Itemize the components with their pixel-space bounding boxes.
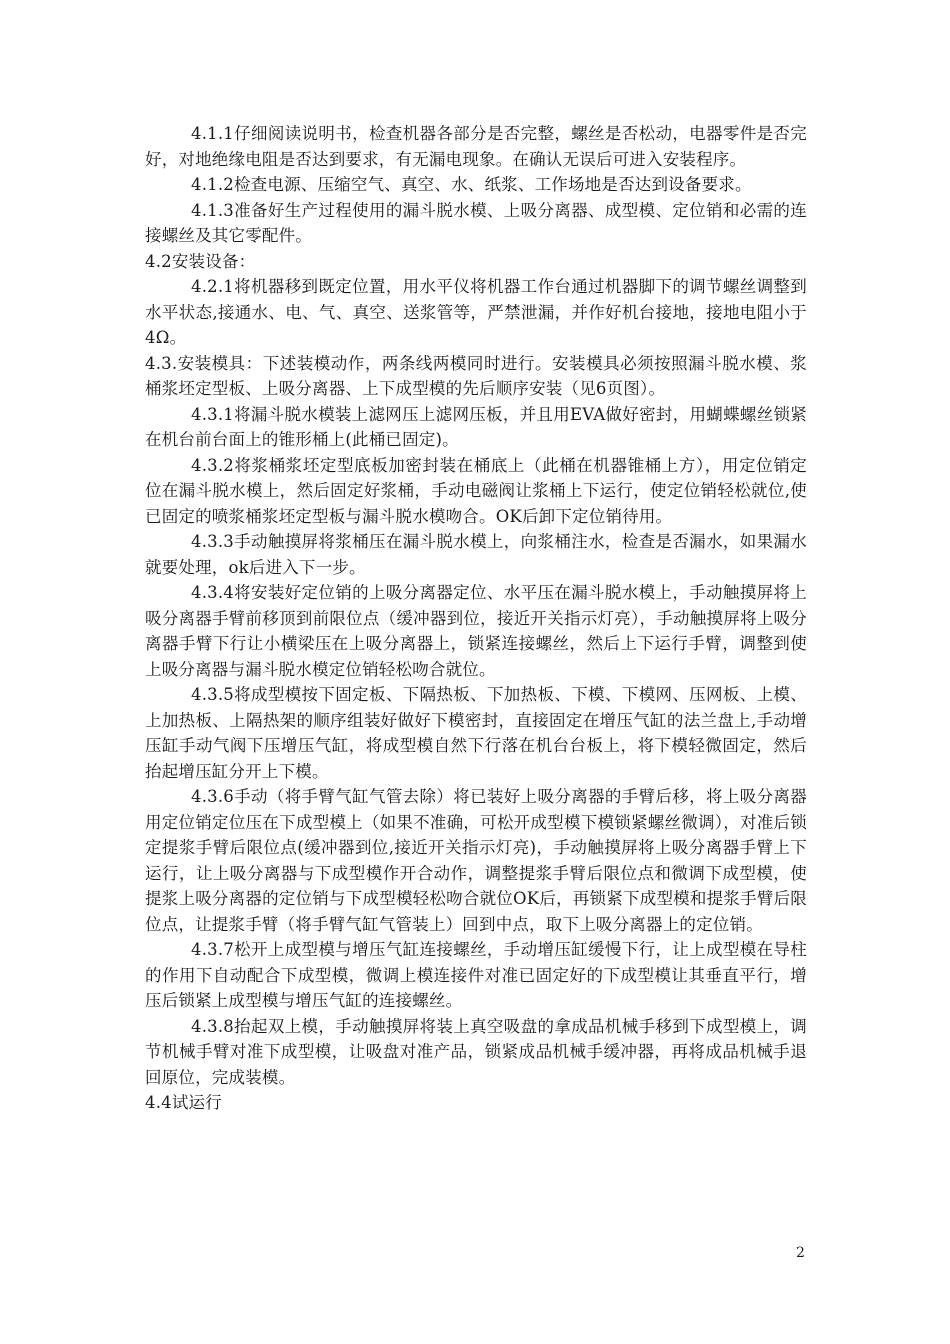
paragraph-4-3-4: 4.3.4将安装好定位销的上吸分离器定位、水平压在漏斗脱水模上，手动触摸屏将上吸分离器手臂前移顶到前限位点（缓冲器到位，接近开关指示灯亮），手动触摸屏将上吸分离器手臂下行让小横梁压在上吸分离器上，锁紧连接螺丝，然后上下运行手臂，调整到使上吸分离器与漏斗脱水模定位销轻松吻合就位。 <box>145 583 807 679</box>
paragraph-4-3-6: 4.3.6手动（将手臂气缸气管去除）将已装好上吸分离器的手臂后移，将上吸分离器用定位销定位压在下成型模上（如果不准确，可松开成型模下模锁紧螺丝微调），对准后锁定提浆手臂后限位点(缓冲器到位,接近开关指示灯亮)，手动触摸屏将上吸分离器手臂上下运行，让上吸分离器与下成型模作开合动作，调整提浆手臂后限位点和微调下成型模，使提浆上吸分离器的定位销与下成型模轻松吻合就位OK后，再锁紧下成型模和提浆手臂后限位点，让提浆手臂（将手臂气缸气管装上）回到中点，取下上吸分离器上的定位销。 <box>145 787 807 934</box>
paragraph-4-1-1: 4.1.1仔细阅读说明书，检查机器各部分是否完整，螺丝是否松动，电器零件是否完好，对地绝缘电阻是否达到要求，有无漏电现象。在确认无误后可进入安装程序。 <box>145 124 807 169</box>
paragraph-4-3-3: 4.3.3手动触摸屏将浆桶压在漏斗脱水模上，向浆桶注水，检查是否漏水，如果漏水就要处理，ok后进入下一步。 <box>145 532 807 577</box>
paragraph-4-2-1: 4.2.1将机器移到既定位置，用水平仪将机器工作台通过机器脚下的调节螺丝调整到水平状态,接通水、电、气、真空、送浆管等，严禁泄漏，并作好机台接地，接地电阻小于4Ω。 <box>145 277 807 347</box>
paragraph-4-3-8: 4.3.8抬起双上模，手动触摸屏将装上真空吸盘的拿成品机械手移到下成型模上，调节机械手臂对准下成型模，让吸盘对准产品，锁紧成品机械手缓冲器，再将成品机械手退回原位，完成装模。 <box>145 1016 807 1087</box>
document-body <box>145 121 807 1116</box>
section-heading-4-2: 4.2安装设备： <box>145 251 256 271</box>
paragraph-4-3-2: 4.3.2将浆桶浆坯定型底板加密封装在桶底上（此桶在机器锥桶上方），用定位销定位在漏斗脱水模上，然后固定好浆桶，手动电磁阀让浆桶上下运行，使定位销轻松就位,使已固定的喷浆桶浆坯定型板与漏斗脱水模吻合。OK后卸下定位销待用。 <box>145 455 807 526</box>
paragraph-4-1-3: 4.1.3准备好生产过程使用的漏斗脱水模、上吸分离器、成型模、定位销和必需的连接螺丝及其它零配件。 <box>145 200 807 245</box>
paragraph-4-1-2: 4.1.2检查电源、压缩空气、真空、水、纸浆、工作场地是否达到设备要求。 <box>191 175 752 194</box>
paragraph-4-3-7: 4.3.7松开上成型模与增压气缸连接螺丝，手动增压缸缓慢下行，让上成型模在导柱的作用下自动配合下成型模，微调上模连接件对准已固定好的下成型模让其垂直平行，增压后锁紧上成型模与增压气缸的连接螺丝。 <box>145 940 807 1010</box>
paragraph-4-3-1: 4.3.1将漏斗脱水模装上滤网压上滤网压板，并且用EVA做好密封，用蝴蝶螺丝锁紧在机台前台面上的锥形桶上(此桶已固定)。 <box>145 404 807 449</box>
paragraph-4-3-5: 4.3.5将成型模按下固定板、下隔热板、下加热板、下模、下模网、压网板、上模、上加热板、上隔热架的顺序组装好做好下模密封，直接固定在增压气缸的法兰盘上,手动增压缸手动气阀下压增压气缸，将成型模自然下行落在机台台板上，将下模轻微固定，然后抬起增压缸分开上下模。 <box>145 685 807 781</box>
section-heading-4-4: 4.4试运行 <box>145 1093 222 1112</box>
page-number: 2 <box>796 1245 805 1261</box>
section-heading-4-3: 4.3.安装模具：下述装模动作，两条线两模同时进行。安装模具必须按照漏斗脱水模、浆桶浆坯定型板、上吸分离器、上下成型模的先后顺序安装（见6页图）。 <box>145 353 807 398</box>
